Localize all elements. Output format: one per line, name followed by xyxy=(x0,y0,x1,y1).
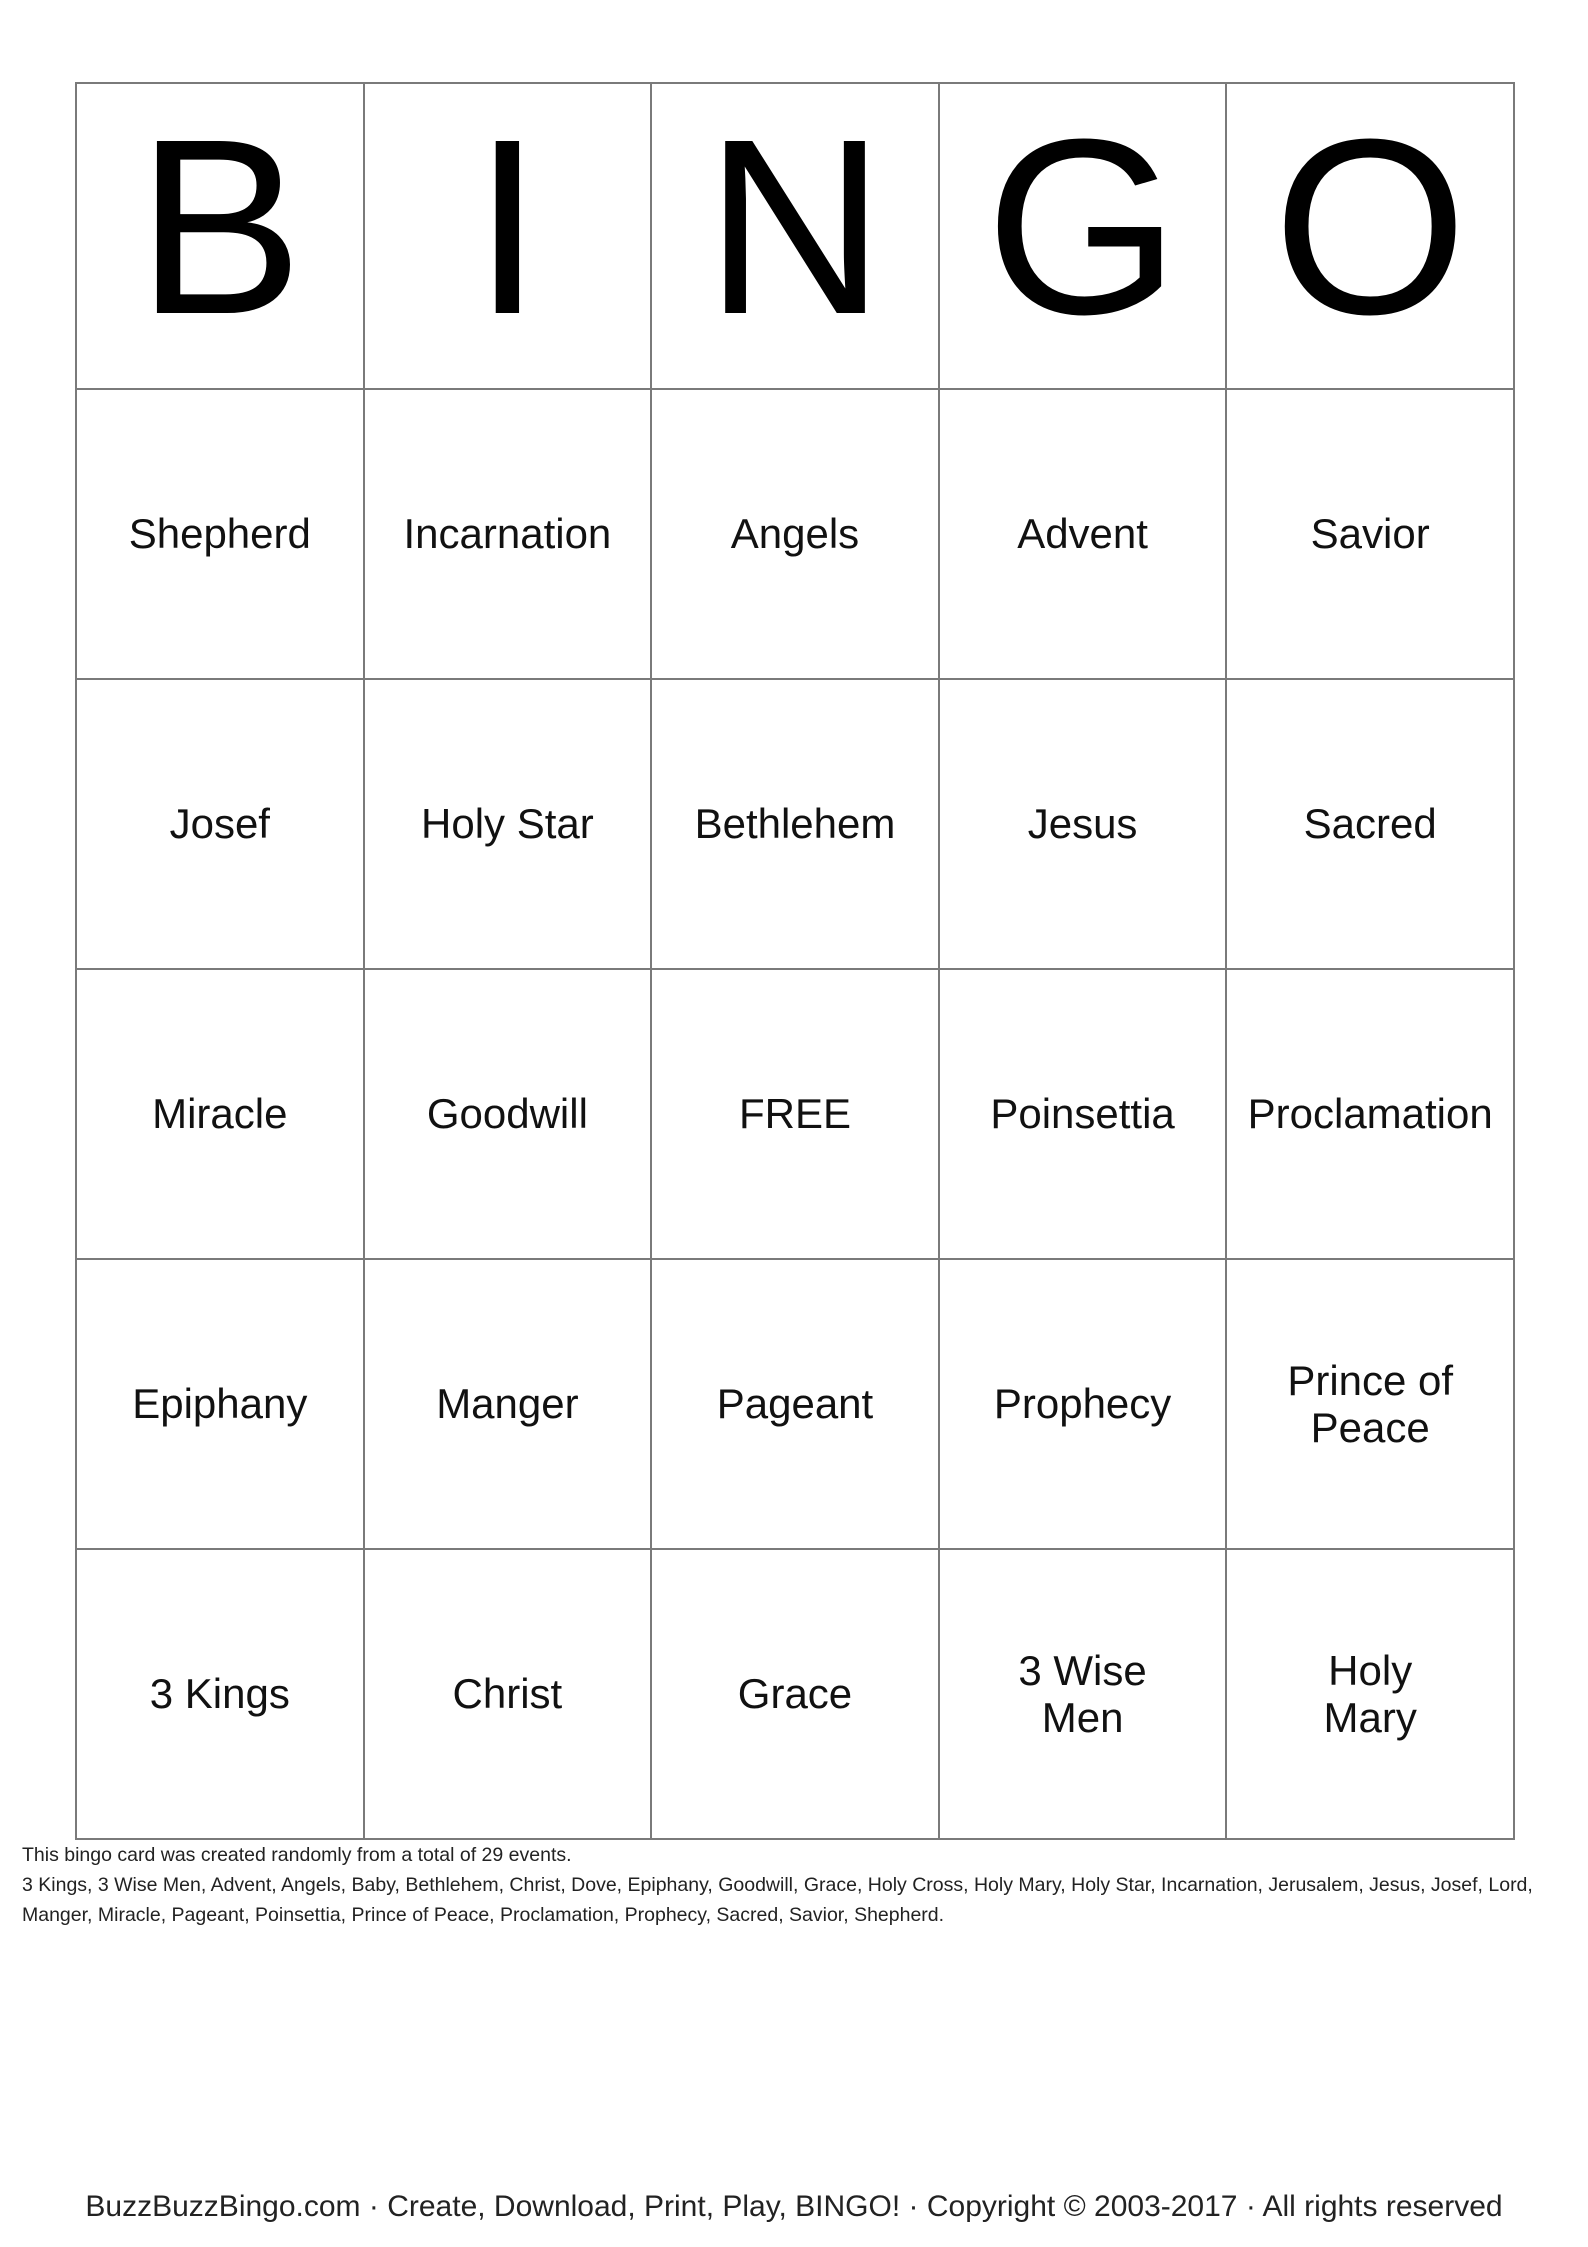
bingo-cell[interactable] xyxy=(939,679,1227,969)
bingo-cell-label: Grace xyxy=(737,1670,853,1718)
free-space-label: FREE xyxy=(738,1090,851,1138)
header-letter-o: O xyxy=(1226,83,1514,389)
bingo-cell-label: Angels xyxy=(730,510,860,558)
bingo-row-2 xyxy=(76,679,1514,969)
bingo-cell-label: Prophecy xyxy=(993,1380,1172,1428)
bingo-cell[interactable] xyxy=(76,389,364,679)
site-footer: BuzzBuzzBingo.com · Create, Download, Print, Play, BINGO! · Copyright © 2003-2017 · All rights reserved xyxy=(85,2190,1503,2223)
bingo-cell-label: Miracle xyxy=(152,1090,288,1138)
event-list-note xyxy=(22,1840,1567,1930)
bingo-cell-label: Jesus xyxy=(1027,800,1138,848)
bingo-cell[interactable] xyxy=(76,1259,364,1549)
bingo-cell-label: 3 Wise Men xyxy=(1018,1646,1147,1741)
bingo-cell-label: Shepherd xyxy=(128,510,311,558)
event-list-text: 3 Kings, 3 Wise Men, Advent, Angels, Baby, Bethlehem, Christ, Dove, Epiphany, Goodwill, Grace, Holy Cross, Holy Mary, Holy Star, Incarnation, Jerusalem, Jesus, Josef, Lord, Manger, Miracle, Pageant, Poinsettia, Prince of Peace, Proclamation, Prophecy, Sacred, Savior, Shepherd. xyxy=(22,1874,1533,1926)
bingo-cell[interactable] xyxy=(76,969,364,1259)
bingo-cell-label: Holy Mary xyxy=(1323,1646,1417,1741)
bingo-row-5 xyxy=(76,1549,1514,1839)
bingo-cell-label: Holy Star xyxy=(421,800,594,848)
bingo-cell-label: Proclamation xyxy=(1247,1090,1493,1138)
bingo-cell-label: Christ xyxy=(452,1670,563,1718)
header-letter-i: I xyxy=(364,83,652,389)
bingo-cell-label: Poinsettia xyxy=(990,1090,1175,1138)
header-letter-n: N xyxy=(651,83,939,389)
bingo-cell[interactable] xyxy=(364,969,652,1259)
bingo-row-1 xyxy=(76,389,1514,679)
bingo-cell-label: Bethlehem xyxy=(694,800,896,848)
bingo-cell-label: Epiphany xyxy=(132,1380,308,1428)
bingo-cell-label: Incarnation xyxy=(403,510,612,558)
header-letter-b: B xyxy=(76,83,364,389)
bingo-cell-label: Prince of Peace xyxy=(1287,1356,1454,1451)
bingo-cell-label: 3 Kings xyxy=(149,1670,290,1718)
bingo-cell-label: Advent xyxy=(1017,510,1148,558)
bingo-cell[interactable] xyxy=(76,1549,364,1839)
bingo-cell[interactable] xyxy=(651,389,939,679)
bingo-cell[interactable] xyxy=(651,679,939,969)
bingo-cell[interactable] xyxy=(939,389,1227,679)
bingo-cell[interactable] xyxy=(939,1549,1227,1839)
bingo-cell[interactable] xyxy=(364,1549,652,1839)
bingo-cell-label: Manger xyxy=(436,1380,579,1428)
bingo-cell[interactable] xyxy=(1226,969,1514,1259)
bingo-cell[interactable] xyxy=(364,679,652,969)
bingo-cell-label: Josef xyxy=(169,800,270,848)
bingo-cell[interactable] xyxy=(651,1259,939,1549)
bingo-cell-label: Savior xyxy=(1310,510,1430,558)
header-letter-g: G xyxy=(939,83,1227,389)
bingo-cell[interactable] xyxy=(651,1549,939,1839)
bingo-cell[interactable] xyxy=(1226,679,1514,969)
bingo-cell[interactable] xyxy=(1226,1259,1514,1549)
bingo-cell[interactable] xyxy=(939,969,1227,1259)
bingo-cell-label: Goodwill xyxy=(426,1090,588,1138)
bingo-cell[interactable] xyxy=(939,1259,1227,1549)
bingo-row-4 xyxy=(76,1259,1514,1549)
bingo-cell[interactable] xyxy=(1226,1549,1514,1839)
bingo-cell[interactable] xyxy=(1226,389,1514,679)
bingo-cell[interactable] xyxy=(76,679,364,969)
free-space-cell[interactable] xyxy=(651,969,939,1259)
bingo-cell[interactable] xyxy=(364,389,652,679)
bingo-header-row xyxy=(76,83,1514,389)
event-count-text: This bingo card was created randomly from a total of 29 events. xyxy=(22,1844,572,1866)
bingo-grid xyxy=(75,82,1515,1840)
bingo-cell-label: Sacred xyxy=(1303,800,1437,848)
bingo-cell[interactable] xyxy=(364,1259,652,1549)
bingo-row-3 xyxy=(76,969,1514,1259)
bingo-cell-label: Pageant xyxy=(716,1380,874,1428)
